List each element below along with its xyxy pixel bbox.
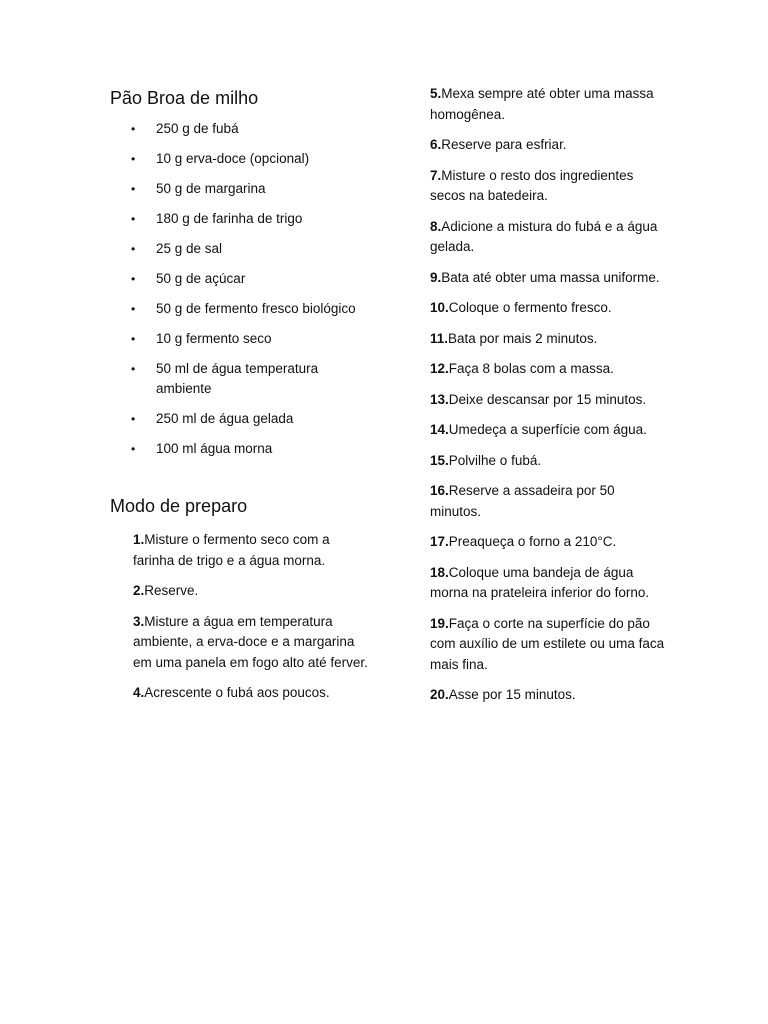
ingredient-item [110,209,372,229]
bullet-icon: • [131,242,136,256]
step-number: 20. [430,687,449,702]
step-item [430,685,666,706]
ingredient-item [110,239,372,259]
step-number: 15. [430,452,449,468]
bullet-icon: • [131,302,136,316]
step-item [430,135,666,156]
step-text: Adicione a mistura do fubá e a água gelada. [430,218,658,254]
step-text: Bata até obter uma massa uniforme. [441,269,660,285]
step-item [430,614,666,676]
step-number: 7. [430,167,442,183]
recipe-title: Pão Broa de milho [110,88,259,108]
right-column [430,0,666,716]
step-number: 5. [430,86,442,101]
step-text: Acrescente o fubá aos poucos. [144,685,330,700]
step-text: Mexa sempre até obter uma massa homogênea. [430,86,654,122]
ingredient-text: 180 g de farinha de trigo [156,211,303,226]
step-number: 6. [430,137,442,152]
step-text: Misture a água em temperatura ambiente, a erva-doce e a margarina em uma panela em fogo alto até ferver. [133,613,368,670]
step-number: 13. [430,391,449,407]
step-item [133,581,372,602]
ingredient-item [110,149,372,169]
step-text: Misture o resto dos ingredientes secos na batedeira. [430,167,634,203]
bullet-icon: • [131,412,136,426]
steps-list-right [430,0,666,706]
step-item [430,420,666,441]
ingredient-text: 10 g erva-doce (opcional) [156,151,310,166]
step-text: Coloque o fermento fresco. [448,300,612,315]
bullet-icon: • [131,152,136,166]
step-item [430,563,666,604]
ingredient-item [110,269,372,289]
step-text: Preaqueça o forno a 210°C. [448,534,617,549]
step-number: 19. [430,615,449,631]
step-item [430,166,666,207]
bullet-icon: • [131,272,136,286]
step-number: 1. [133,532,145,547]
step-number: 10. [430,300,449,315]
ingredient-text: 100 ml água morna [156,441,273,456]
step-text: Coloque uma bandeja de água morna na prateleira inferior do forno. [430,564,650,600]
step-text: Reserve para esfriar. [441,137,567,152]
step-item [430,217,666,258]
step-number: 4. [133,685,145,700]
ingredients-list [110,119,372,459]
step-number: 17. [430,534,449,549]
bullet-icon: • [131,332,136,346]
step-number: 12. [430,361,449,376]
ingredient-item [110,299,372,319]
bullet-icon: • [131,122,136,136]
bullet-icon: • [131,212,136,226]
ingredient-text: 250 g de fubá [156,121,239,136]
step-text: Faça 8 bolas com a massa. [448,361,614,376]
bullet-icon: • [131,182,136,196]
ingredient-item [110,409,372,429]
step-item [133,530,372,571]
step-text: Umedeça a superfície com água. [448,422,647,437]
step-number: 16. [430,483,449,498]
ingredient-item [110,119,372,139]
step-text: Polvilhe o fubá. [448,452,542,468]
left-column [110,0,372,714]
step-item [133,683,372,704]
ingredient-text: 50 g de margarina [156,181,266,196]
steps-list-left [110,530,372,704]
ingredient-text: 10 g fermento seco [156,331,272,346]
step-number: 14. [430,422,449,437]
step-text: Reserve. [144,583,199,598]
ingredient-item [110,179,372,199]
step-text: Deixe descansar por 15 minutos. [448,391,647,407]
step-item [430,359,666,380]
step-item [430,84,666,125]
step-text: Reserve a assadeira por 50 minutos. [430,483,615,519]
step-number: 11. [430,330,449,346]
step-item [430,451,666,472]
step-item [430,298,666,319]
ingredient-text: 50 ml de água temperatura ambiente [156,361,319,396]
step-item [430,532,666,553]
ingredient-text: 250 ml de água gelada [156,411,294,426]
step-item [133,612,372,674]
method-heading: Modo de preparo [110,496,248,516]
step-number: 2. [133,583,145,598]
step-item [430,390,666,411]
bullet-icon: • [131,442,136,456]
step-number: 9. [430,269,442,285]
step-text: Asse por 15 minutos. [448,687,576,702]
step-item [430,329,666,350]
step-item [430,481,666,522]
ingredient-text: 25 g de sal [156,241,223,256]
ingredient-item [110,359,372,399]
step-text: Faça o corte na superfície do pão com auxílio de um estilete ou uma faca mais fina. [430,615,665,672]
step-number: 3. [133,613,145,629]
ingredient-text: 50 g de fermento fresco biológico [156,301,356,316]
step-number: 8. [430,218,442,234]
ingredient-item [110,439,372,459]
step-text: Bata por mais 2 minutos. [448,330,598,346]
bullet-icon: • [131,362,136,376]
step-text: Misture o fermento seco com a farinha de trigo e a água morna. [133,532,330,568]
step-item [430,268,666,289]
step-number: 18. [430,564,449,580]
ingredient-item [110,329,372,349]
ingredient-text: 50 g de açúcar [156,271,246,286]
